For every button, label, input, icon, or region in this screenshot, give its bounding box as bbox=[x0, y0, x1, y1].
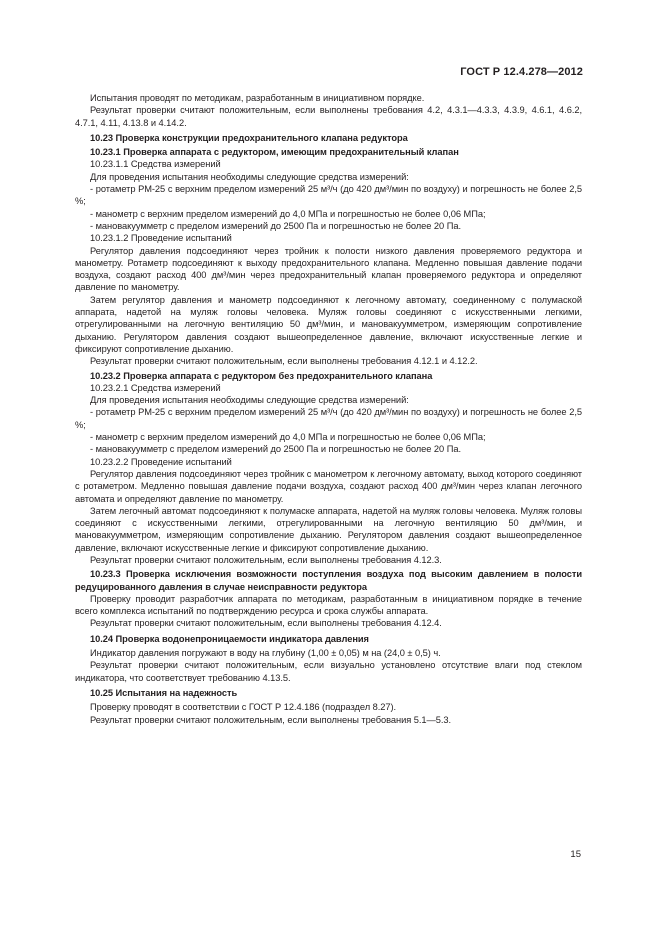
paragraph: 10.23.2.1 Средства измерений bbox=[90, 382, 221, 393]
paragraph: Индикатор давления погружают в воду на глубину (1,00 ± 0,05) м на (24,0 ± 0,5) ч. bbox=[90, 648, 441, 659]
section-heading: 10.23 Проверка конструкции предохранительного клапана редуктора bbox=[90, 132, 408, 143]
section-heading: 10.25 Испытания на надежность bbox=[90, 687, 238, 698]
paragraph: Затем регулятор давления и манометр подсоединяют к легочному автомату, соединенному с полумаской аппарата, надетой на муляж головы человека. Муляж головы соединяют с искусственными легкими, отрегулированными на легочную вентиляцию 50 дм³/мин, и мановакуумметром, измеряющим сопротивление дыханию. Регулятором давления создают вышеопределенное давление, включают искусственные легкие и фиксируют сопротивление дыханию. bbox=[75, 294, 582, 354]
document-body bbox=[75, 92, 582, 726]
paragraph: Проверку проводит разработчик аппарата по методикам, разработанным в инициативном порядке в течение всего комплекса испытаний по подтверждению ресурса и срока службы аппарата. bbox=[75, 593, 582, 617]
paragraph: Результат проверки считают положительным, если выполнены требования 4.12.1 и 4.12.2. bbox=[90, 356, 478, 367]
paragraph: 10.23.2.2 Проведение испытаний bbox=[90, 456, 232, 467]
paragraph: 10.23.1.1 Средства измерений bbox=[90, 159, 221, 170]
paragraph: 10.23.1.2 Проведение испытаний bbox=[90, 233, 232, 244]
paragraph: Затем легочный автомат подсоединяют к полумаске аппарата, надетой на муляж головы человека. Муляж головы соединяют с искусственными легкими, отрегулированными на легочную вентиляцию 50 дм³/мин, и мановакуумметром, измеряющим сопротивление дыханию. Регулятором давления создают вышеопределенное давление, включают искусственные легкие и фиксируют сопротивление дыханию. bbox=[75, 505, 582, 553]
paragraph: - манометр с верхним пределом измерений до 4,0 МПа и погрешностью не более 0,06 МПа; bbox=[90, 432, 486, 443]
paragraph: - ротаметр РМ-25 с верхним пределом измерений 25 м³/ч (до 420 дм³/мин по воздуху) и погрешность не более 2,5 %; bbox=[75, 184, 582, 207]
paragraph: - мановакуумметр с пределом измерений до 2500 Па и погрешностью не более 20 Па. bbox=[90, 444, 461, 455]
subsection-heading: 10.23.1 Проверка аппарата с редуктором, имеющим предохранительный клапан bbox=[90, 147, 459, 158]
paragraph: Результат проверки считают положительным, если визуально установлено отсутствие влаги под стеклом индикатора, что соответствует требованию 4.13.5. bbox=[75, 660, 582, 683]
paragraph: - мановакуумметр с пределом измерений до 2500 Па и погрешностью не более 20 Па. bbox=[90, 220, 461, 231]
section-heading: 10.24 Проверка водонепроницаемости индикатора давления bbox=[90, 633, 369, 644]
page-number: 15 bbox=[570, 849, 581, 860]
paragraph: Результат проверки считают положительным, если выполнены требования 5.1—5.3. bbox=[90, 714, 452, 725]
paragraph: - ротаметр РМ-25 с верхним пределом измерений 25 м³/ч (до 420 дм³/мин по воздуху) и погрешность не более 2,5 %; bbox=[75, 407, 582, 430]
paragraph: Результат проверки считают положительным, если выполнены требования 4.2, 4.3.1—4.3.3, 4.3.9, 4.6.1, 4.6.2, 4.7.1, 4.11, 4.13.8 и 4.14.2. bbox=[75, 105, 582, 128]
paragraph: - манометр с верхним пределом измерений до 4,0 МПа и погрешностью не более 0,06 МПа; bbox=[90, 208, 486, 219]
paragraph: Для проведения испытания необходимы следующие средства измерений: bbox=[90, 171, 409, 182]
subsection-heading: 10.23.3 Проверка исключения возможности поступления воздуха под высоким давлением в полости редуцированного давления в случае неисправности редуктора bbox=[75, 569, 582, 592]
paragraph: Результат проверки считают положительным, если выполнены требования 4.12.4. bbox=[90, 618, 442, 629]
paragraph: Результат проверки считают положительным, если выполнены требования 4.12.3. bbox=[90, 554, 442, 565]
paragraph: Регулятор давления подсоединяют через тройник к полости низкого давления проверяемого редуктора и манометру. Ротаметр подсоединяют к выходу предохранительного клапана. Медленно повышая давление подачи воздуха, создают расход 400 дм³/мин через предохранительный клапан проверяемого редуктора и определяют давление по манометру. bbox=[75, 245, 582, 293]
document-header: ГОСТ Р 12.4.278—2012 bbox=[460, 66, 583, 78]
subsection-heading: 10.23.2 Проверка аппарата с редуктором без предохранительного клапана bbox=[90, 370, 433, 381]
paragraph: Испытания проводят по методикам, разработанным в инициативном порядке. bbox=[90, 93, 425, 103]
paragraph: Регулятор давления подсоединяют через тройник с манометром к легочному автомату, выход которого соединяют с ротаметром. Медленно повышая давление подачи воздуха, создают расход 400 дм³/мин через клапан легочного автомата и определяют давление по манометру. bbox=[75, 468, 582, 504]
paragraph: Проверку проводят в соответствии с ГОСТ Р 12.4.186 (подраздел 8.27). bbox=[90, 702, 397, 713]
paragraph: Для проведения испытания необходимы следующие средства измерений: bbox=[90, 395, 409, 406]
